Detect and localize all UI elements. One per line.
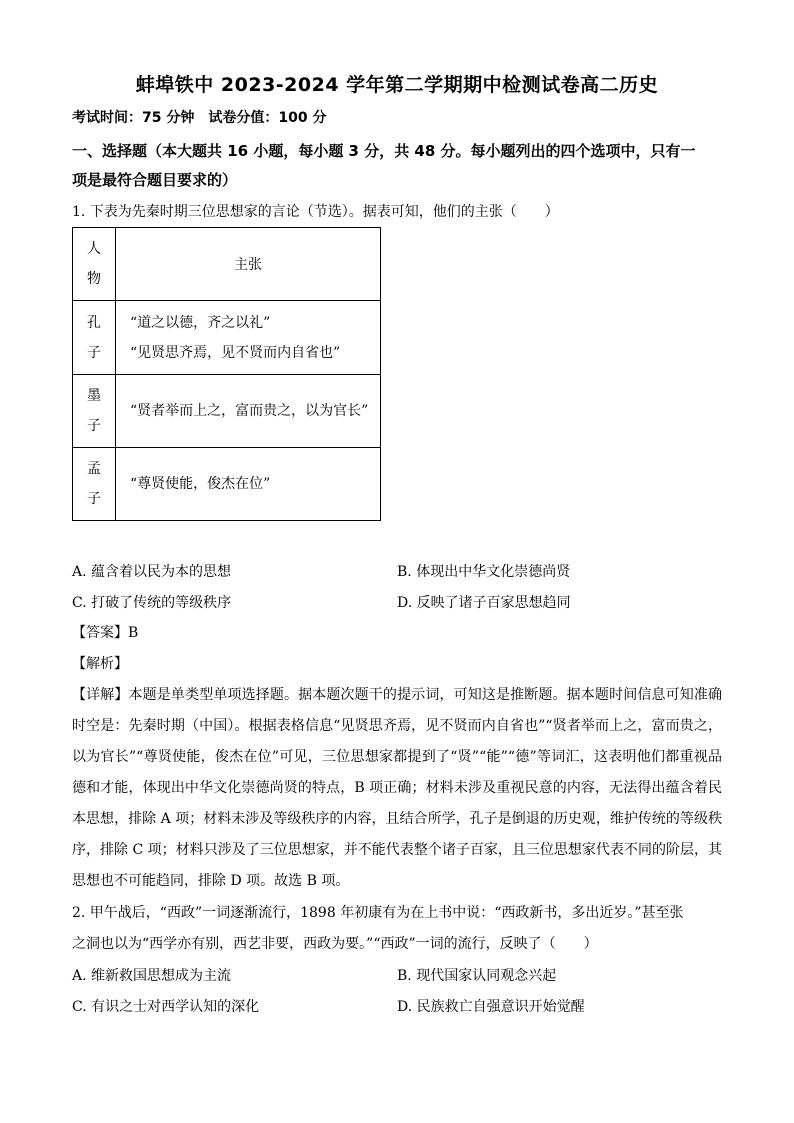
page-title: 蚌埠铁中 2023-2024 学年第二学期期中检测试卷高二历史 xyxy=(135,74,659,96)
exam-meta: 考试时间：75 分钟 试卷分值：100 分 xyxy=(72,110,327,126)
table-row xyxy=(73,448,381,521)
q2-stem-line2: 之洞也以为“西学亦有别，西艺非要，西政为要。”“西政”一词的流行，反映了（ ） xyxy=(72,936,598,952)
q2-stem-line1: 2. 甲午战后，“西政”一词逐渐流行，1898 年初康有为在上书中说：“西政新书，多出近岁。”甚至张 xyxy=(72,905,684,921)
q1-option-a[interactable]: A. 蕴含着以民为本的思想 xyxy=(72,564,232,580)
q1-option-b[interactable]: B. 体现出中华文化崇德尚贤 xyxy=(397,564,571,580)
q2-option-d[interactable]: D. 民族救亡自强意识开始觉醒 xyxy=(397,999,585,1015)
header-person: 人物 xyxy=(87,241,101,287)
table-row xyxy=(73,301,381,375)
q2-option-c[interactable]: C. 有识之士对西学认知的深化 xyxy=(72,999,260,1015)
table-row xyxy=(73,375,381,448)
row-quote: “道之以德，齐之以礼” xyxy=(130,314,271,331)
row-quote: “贤者举而上之，富而贵之，以为官长” xyxy=(130,403,369,419)
q2-option-a[interactable]: A. 维新救国思想成为主流 xyxy=(72,968,232,984)
row-name-mengzi: 孟子 xyxy=(87,461,101,507)
section-heading-line1: 一、选择题（本大题共 16 小题，每小题 3 分，共 48 分。每小题列出的四个选项中，只有一 xyxy=(72,142,696,160)
q2-option-b[interactable]: B. 现代国家认同观念兴起 xyxy=(397,968,557,984)
row-name-kongzi: 孔子 xyxy=(87,314,101,361)
q1-detail: 【详解】本题是单类型单项选择题。据本题次题干的提示词，可知这是推断题。据本题时间信息可知准确时空是：先秦时期（中国）。根据表格信息“见贤思齐焉，见不贤而内自省也”“贤者举而上之，富而贵之，以为官长”“尊贤使能，俊杰在位”可见，三位思想家都提到了“贤”“能”“德”等词汇，这表明他们都重视品德和才能，体现出中华文化崇德尚贤的特点，B 项正确；材料未涉及重视民意的内容，无法得出蕴含着民本思想，排除 A 项；材料未涉及等级秩序的内容，且结合所学，孔子是倒退的历史观，维护传统的等级秩序，排除 C 项；材料只涉及了三位思想家，并不能代表整个诸子百家，且三位思想家代表不同的阶层，其思想也不可能趋同，排除 D 项。故选 B 项。 xyxy=(72,687,722,889)
q1-table xyxy=(72,227,381,521)
q1-stem: 1. 下表为先秦时期三位思想家的言论（节选）。据表可知，他们的主张（ ） xyxy=(72,204,559,220)
row-name-mozi: 墨子 xyxy=(87,388,101,434)
q1-option-c[interactable]: C. 打破了传统的等级秩序 xyxy=(72,595,232,611)
q1-analysis-label: 【解析】 xyxy=(72,656,128,672)
q1-option-d[interactable]: D. 反映了诸子百家思想趋同 xyxy=(397,595,571,611)
q1-answer: 【答案】B xyxy=(72,625,139,641)
row-quote: “见贤思齐焉，见不贤而内自省也” xyxy=(130,344,341,361)
row-quote: “尊贤使能，俊杰在位” xyxy=(130,476,271,492)
table-header-row xyxy=(73,228,381,301)
section-heading-line2: 项是最符合题目要求的） xyxy=(72,171,238,189)
header-claim: 主张 xyxy=(116,228,381,301)
